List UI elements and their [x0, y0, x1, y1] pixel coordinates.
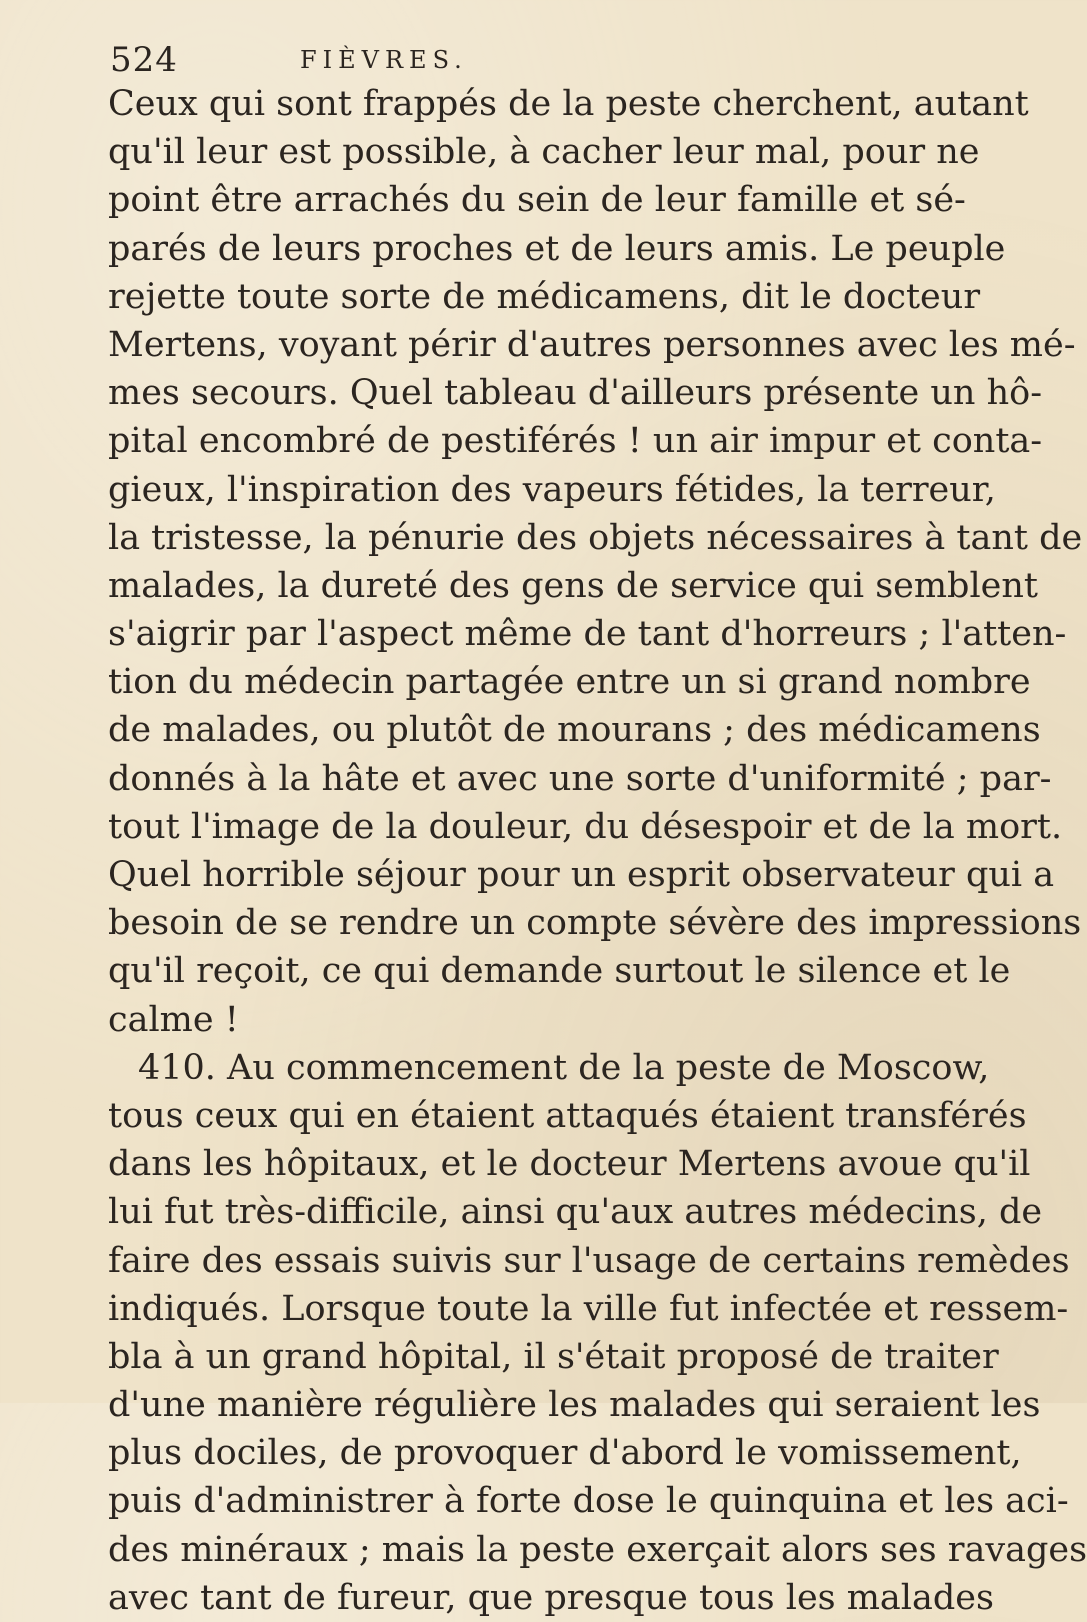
- text-line: besoin de se rendre un compte sévère des impressions: [108, 903, 1082, 944]
- text-line: de malades, ou plutôt de mourans ; des médicamens: [108, 710, 1041, 751]
- text-line: s'aigrir par l'aspect même de tant d'horreurs ; l'atten-: [108, 614, 1067, 655]
- text-line: avec tant de fureur, que presque tous les malades: [108, 1577, 994, 1618]
- text-line: Quel horrible séjour pour un esprit observateur qui a: [108, 855, 1055, 895]
- text-line: bla à un grand hôpital, il s'était proposé de traiter: [108, 1336, 999, 1377]
- running-head: [110, 40, 760, 80]
- text-line: qu'il leur est possible, à cacher leur mal, pour ne: [108, 132, 980, 173]
- text-line: mes secours. Quel tableau d'ailleurs présente un hô-: [108, 373, 1043, 414]
- paragraph-start-line: 410. Au commencement de la peste de Moscow,: [138, 1047, 990, 1088]
- body-text: [108, 80, 1087, 1622]
- text-line: parés de leurs proches et de leurs amis. Le peuple: [108, 228, 1006, 269]
- text-line: gieux, l'inspiration des vapeurs fétides, la terreur,: [108, 469, 996, 510]
- text-line: faire des essais suivis sur l'usage de certains remèdes: [108, 1240, 1070, 1281]
- text-line: tion du médecin partagée entre un si grand nombre: [108, 662, 1031, 703]
- text-line: d'une manière régulière les malades qui seraient les: [108, 1385, 1041, 1426]
- page-number: 524: [110, 40, 178, 80]
- text-line: dans les hôpitaux, et le docteur Mertens avoue qu'il: [108, 1144, 1031, 1185]
- text-line: Mertens, voyant périr d'autres personnes avec les mé-: [108, 324, 1076, 365]
- running-title: FIÈVRES.: [300, 46, 468, 74]
- text-line: tout l'image de la douleur, du désespoir et de la mort.: [108, 806, 1063, 847]
- text-line: la tristesse, la pénurie des objets nécessaires à tant de: [108, 517, 1083, 558]
- text-line: Ceux qui sont frappés de la peste cherchent, autant: [108, 84, 1029, 124]
- text-line: malades, la dureté des gens de service qui semblent: [108, 565, 1038, 606]
- text-line: lui fut très-difficile, ainsi qu'aux autres médecins, de: [108, 1192, 1043, 1233]
- text-line: des minéraux ; mais la peste exerçait alors ses ravages: [108, 1529, 1087, 1570]
- text-line: qu'il reçoit, ce qui demande surtout le silence et le: [108, 951, 1011, 992]
- text-line: point être arrachés du sein de leur famille et sé-: [108, 180, 966, 221]
- text-line: puis d'administrer à forte dose le quinquina et les aci-: [108, 1481, 1069, 1522]
- text-line: calme !: [108, 999, 239, 1040]
- text-line: tous ceux qui en étaient attaqués étaient transférés: [108, 1095, 1027, 1136]
- text-line: pital encombré de pestiférés ! un air impur et conta-: [108, 421, 1043, 462]
- text-line: plus dociles, de provoquer d'abord le vomissement,: [108, 1433, 1022, 1474]
- text-line: rejette toute sorte de médicamens, dit le docteur: [108, 276, 981, 317]
- text-line: donnés à la hâte et avec une sorte d'uniformité ; par-: [108, 758, 1052, 799]
- text-line: indiqués. Lorsque toute la ville fut infectée et ressem-: [108, 1288, 1069, 1329]
